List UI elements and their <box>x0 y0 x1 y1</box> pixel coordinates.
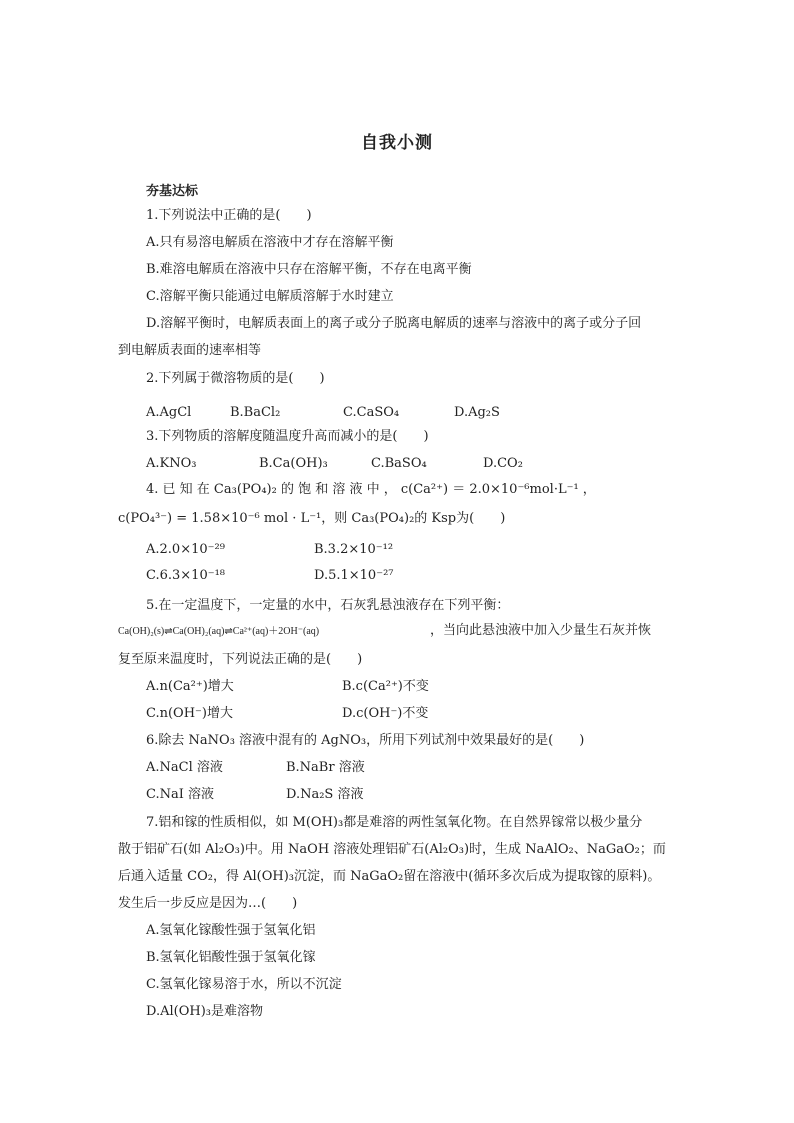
q2-option-a: A.AgCl <box>146 405 192 420</box>
q5-stem-line2: ，当向此悬浊液中加入少量生石灰并恢 <box>430 623 652 638</box>
q4-option-c: C.6.3×10⁻¹⁸ <box>146 568 226 583</box>
q1-option-c: C.溶解平衡只能通过电解质溶解于水时建立 <box>146 289 394 304</box>
q7-option-b: B.氢氧化铝酸性强于氢氧化镓 <box>146 950 316 965</box>
q3-stem: 3.下列物质的溶解度随温度升高而减小的是( ) <box>146 429 429 444</box>
q7-stem-line1: 7.铝和镓的性质相似，如 M(OH)₃都是难溶的两性氢氧化物。在自然界镓常以极少量分 <box>146 815 643 830</box>
q6-option-b: B.NaBr 溶液 <box>286 760 365 775</box>
page-title: 自我小测 <box>361 133 433 153</box>
q2-option-b: B.BaCl₂ <box>230 405 281 420</box>
q3-option-b: B.Ca(OH)₃ <box>259 456 328 471</box>
q7-stem-line3: 后通入适量 CO₂，得 Al(OH)₃沉淀，而 NaGaO₂留在溶液中(循环多次后成为提取镓的原料)。 <box>118 869 661 884</box>
q4-option-a: A.2.0×10⁻²⁹ <box>146 542 225 557</box>
q3-option-d: D.CO₂ <box>483 456 523 471</box>
q7-stem-line2: 散于铝矿石(如 Al₂O₃)中。用 NaOH 溶液处理铝矿石(Al₂O₃)时，生成 NaAlO₂、NaGaO₂；而 <box>118 842 666 857</box>
q5-option-b: B.c(Ca²⁺)不变 <box>342 679 429 694</box>
q1-option-b: B.难溶电解质在溶液中只存在溶解平衡，不存在电离平衡 <box>146 262 472 277</box>
q4-stem-line2: c(PO₄³⁻) = 1.58×10⁻⁶ mol · L⁻¹，则 Ca₃(PO₄)₂的 Ksp为( ) <box>118 511 506 526</box>
q1-option-a: A.只有易溶电解质在溶液中才存在溶解平衡 <box>146 235 394 250</box>
q4-option-b: B.3.2×10⁻¹² <box>314 542 394 557</box>
q6-option-a: A.NaCl 溶液 <box>146 760 223 775</box>
q5-stem-line3: 复至原来温度时，下列说法正确的是( ) <box>118 652 363 667</box>
q3-option-c: C.BaSO₄ <box>371 456 427 471</box>
q5-stem-line1: 5.在一定温度下，一定量的水中，石灰乳悬浊液存在下列平衡： <box>146 598 510 613</box>
section-heading: 夯基达标 <box>146 184 199 199</box>
q7-option-c: C.氢氧化镓易溶于水，所以不沉淀 <box>146 977 342 992</box>
q6-option-d: D.Na₂S 溶液 <box>286 787 364 802</box>
q5-equilibrium-equation: Ca(OH)₂(s)⇌Ca(OH)₂(aq)⇌Ca²⁺(aq)＋2OH⁻(aq) <box>118 626 320 637</box>
q1-stem: 1.下列说法中正确的是( ) <box>146 208 312 223</box>
q6-stem: 6.除去 NaNO₃ 溶液中混有的 AgNO₃，所用下列试剂中效果最好的是( ) <box>146 733 585 748</box>
q4-stem-line1: 4. 已 知 在 Ca₃(PO₄)₂ 的 饱 和 溶 液 中 ， c(Ca²⁺) ＝ 2.0×10⁻⁶mol·L⁻¹ ， <box>146 482 596 497</box>
q7-option-d: D.Al(OH)₃是难溶物 <box>146 1004 263 1019</box>
q7-stem-line4: 发生后一步反应是因为…( ) <box>118 896 298 911</box>
q7-option-a: A.氢氧化镓酸性强于氢氧化铝 <box>146 923 316 938</box>
q2-option-c: C.CaSO₄ <box>343 405 400 420</box>
q1-option-d-cont: 到电解质表面的速率相等 <box>118 343 262 358</box>
q4-option-d: D.5.1×10⁻²⁷ <box>314 568 394 583</box>
q2-stem: 2.下列属于微溶物质的是( ) <box>146 371 325 386</box>
q6-option-c: C.NaI 溶液 <box>146 787 215 802</box>
q5-option-c: C.n(OH⁻)增大 <box>146 706 233 721</box>
q3-option-a: A.KNO₃ <box>146 456 197 471</box>
q1-option-d: D.溶解平衡时，电解质表面上的离子或分子脱离电解质的速率与溶液中的离子或分子回 <box>146 316 642 331</box>
q5-option-d: D.c(OH⁻)不变 <box>342 706 429 721</box>
q2-option-d: D.Ag₂S <box>454 405 500 420</box>
q5-option-a: A.n(Ca²⁺)增大 <box>146 679 234 694</box>
